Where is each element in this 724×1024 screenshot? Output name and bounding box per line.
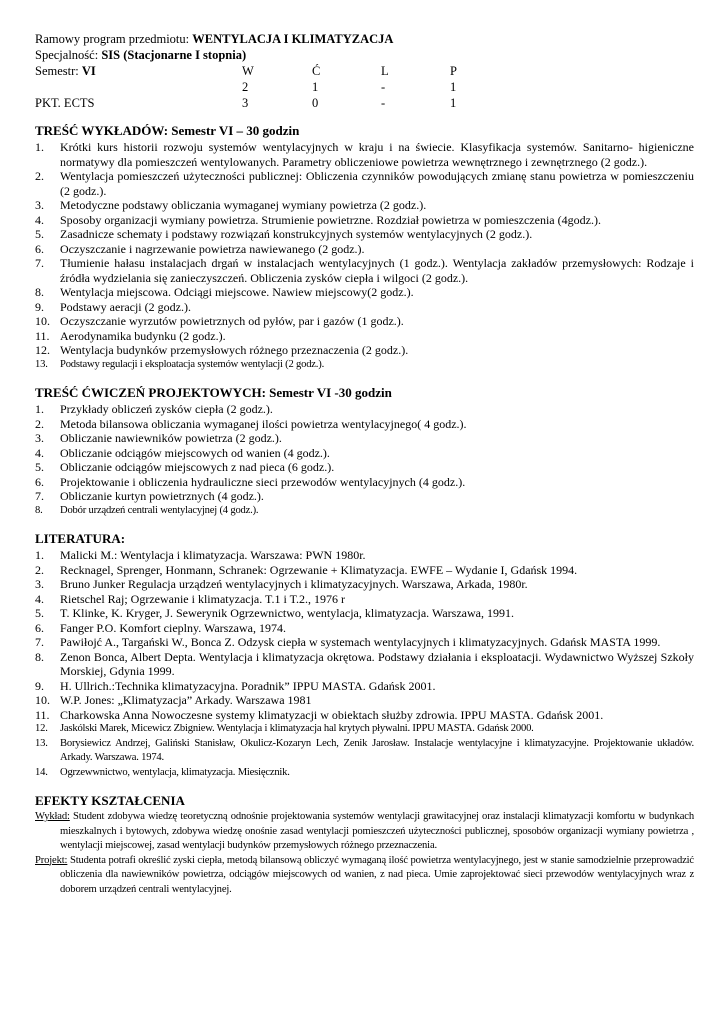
list-item: [35, 504, 694, 519]
item-number: 4.: [35, 591, 44, 606]
hours-l: -: [381, 80, 386, 94]
exercises-title: TREŚĆ ĆWICZEŃ PROJEKTOWYCH: Semestr VI -30 godzin: [35, 385, 392, 400]
list-item: [35, 679, 694, 694]
item-text: Tłumienie hałasu instalacjach drgań w instalacjach wentylacyjnych (1 godz.). Wentylacja zakładów przemysłowych: Rodzaje i źródła wydzielania się zanieczyszczeń. Obliczenia zysków ciepła i wilgoci (2 godz.).: [60, 256, 694, 285]
item-text: Podstawy aeracji (2 godz.).: [60, 299, 191, 314]
list-item: [35, 242, 694, 257]
item-text: Rietschel Raj; Ogrzewanie i klimatyzacja. T.1 i T.2., 1976 r: [60, 591, 346, 606]
item-text: Aerodynamika budynku (2 godz.).: [60, 328, 226, 343]
lectures-list: [35, 140, 694, 372]
col-header-w: W: [242, 64, 254, 78]
exercises-list: [35, 402, 694, 518]
ects-c: 0: [312, 96, 319, 110]
item-text: Obliczanie odciągów miejscowych z nad pieca (6 godz.).: [60, 460, 335, 474]
hours-p: 1: [450, 80, 457, 94]
col-header-c: Ć: [312, 64, 321, 78]
list-item: [35, 343, 694, 358]
item-number: 9.: [35, 299, 44, 314]
item-number: 1.: [35, 402, 44, 416]
list-item: [35, 213, 694, 228]
list-item: [35, 198, 694, 213]
list-item: [35, 563, 694, 578]
program-name: WENTYLACJA I KLIMATYZACJA: [192, 32, 394, 46]
item-number: 5.: [35, 606, 44, 620]
list-item: [35, 722, 694, 737]
item-number: 13.: [35, 737, 48, 749]
col-header-p: P: [450, 64, 457, 78]
item-number: 3.: [35, 431, 44, 445]
list-item: [35, 446, 694, 461]
item-text: Bruno Junker Regulacja urządzeń wentylacyjnych i klimatyzacyjnych. Warszawa, Arkada, 1980r.: [60, 577, 528, 591]
item-number: 8.: [35, 649, 44, 664]
list-item: [35, 460, 694, 475]
lectures-title: TREŚĆ WYKŁADÓW: Semestr VI – 30 godzin: [35, 123, 300, 138]
list-item: [35, 693, 694, 708]
item-number: 5.: [35, 227, 44, 241]
program-line: [35, 31, 694, 47]
outcome-lecture: [35, 810, 694, 854]
outcome-lecture-text: Student zdobywa wiedzę teoretyczną odnośnie projektowania systemów wentylacji grawitacyjnej oraz instalacji klimatyzacji komfortu w budynkach mieszkalnych i bytowych, zdobywa wiedzę onośnie zasad wentylacji pomieszczeń użyteczności publicznej, sposobów organizacji wymiany powietrza , wentylacji miejscowej, zasad wentylacji budynków przemysłowych różnego przeznaczenia.: [60, 811, 694, 851]
program-label: Ramowy program przedmiotu:: [35, 32, 193, 46]
specialty-line: [35, 47, 694, 63]
semester-label: Semestr:: [35, 64, 82, 78]
list-item: [35, 592, 694, 607]
item-text: Obliczanie nawiewników powietrza (2 godz.).: [60, 431, 282, 445]
list-item: [35, 621, 694, 636]
item-text: Projektowanie i obliczenia hydrauliczne sieci przewodów wentylacyjnych (4 godz.).: [60, 474, 466, 489]
item-number: 6.: [35, 620, 44, 635]
outcome-project-text: Studenta potrafi określić zyski ciepła, metodą bilansową obliczyć wymaganą ilość powietrza wentylacyjnego, jest w stanie samodzielnie przeprowadzić obliczenia dla nawiewników powietrza, odciągów miejscowych od wanien, z nad pieca. Umie zaprojektować sieci przewodów wentylacyjnych wraz z doborem urządzeń centrali wentylacyjnej.: [60, 854, 694, 895]
list-item: [35, 314, 694, 329]
item-text: Zasadnicze schematy i podstawy rozwiązań konstrukcyjnych systemów wentylacyjnych (2 godz.).: [60, 227, 533, 241]
item-number: 1.: [35, 140, 44, 154]
list-item: [35, 300, 694, 315]
item-number: 3.: [35, 577, 44, 591]
item-text: Dobór urządzeń centrali wentylacyjnej (4 godz.).: [60, 504, 259, 516]
hours-w: 2: [242, 80, 249, 94]
item-text: Fanger P.O. Komfort cieplny. Warszawa, 1974.: [60, 620, 286, 635]
list-item: [35, 227, 694, 242]
item-text: Metoda bilansowa obliczania wymaganej ilości powietrza wentylacyjnego( 4 godz.).: [60, 416, 467, 431]
list-item: [35, 577, 694, 592]
item-number: 7.: [35, 635, 44, 649]
item-text: T. Klinke, K. Kryger, J. Sewerynik Ogrzewnictwo, wentylacja, klimatyzacja. Warszawa, 1991.: [60, 606, 514, 620]
outcomes-title: EFEKTY KSZTAŁCENIA: [35, 793, 185, 808]
item-number: 5.: [35, 460, 44, 474]
item-text: Obliczanie kurtyn powietrznych (4 godz.).: [60, 489, 264, 503]
item-number: 2.: [35, 416, 44, 431]
item-number: 8.: [35, 504, 43, 516]
list-item: [35, 475, 694, 490]
item-text: Wentylacja miejscowa. Odciągi miejscowe. Nawiew miejscowy(2 godz.).: [60, 285, 414, 299]
item-text: Borysiewicz Andrzej, Galiński Stanisław, Okulicz-Kozaryn Lech, Zenik Jarosław. Instalacje wentylacyjne i klimatyzacyjne. Projektowanie układów. Arkady. Warszawa. 1974.: [60, 737, 694, 763]
ects-row: [35, 95, 694, 111]
item-number: 6.: [35, 241, 44, 256]
semester-row: [35, 63, 694, 79]
item-number: 11.: [35, 707, 50, 722]
hours-c: 1: [312, 80, 319, 94]
item-number: 6.: [35, 474, 44, 489]
item-number: 2.: [35, 169, 44, 183]
list-item: [35, 766, 694, 781]
item-text: Oczyszczanie i nagrzewanie powietrza nawiewanego (2 godz.).: [60, 241, 365, 256]
item-number: 9.: [35, 678, 44, 693]
item-text: Charkowska Anna Nowoczesne systemy klimatyzacji w obiektach służby zdrowia. IPPU MASTA. Gdańsk 2001.: [60, 707, 604, 722]
list-item: [35, 489, 694, 504]
semester-cell: [35, 63, 96, 79]
item-text: Obliczanie odciągów miejscowych od wanien (4 godz.).: [60, 445, 330, 460]
semester-value: VI: [81, 64, 96, 78]
item-number: 14.: [35, 766, 48, 778]
item-number: 10.: [35, 693, 50, 707]
specialty-label: Specjalność:: [35, 48, 102, 62]
list-item: [35, 285, 694, 300]
literature-list: [35, 548, 694, 780]
item-text: Sposoby organizacji wymiany powietrza. Strumienie powietrzne. Rozdział powietrza w pomieszczenia (4godz.).: [60, 212, 601, 227]
item-number: 13.: [35, 358, 48, 370]
list-item: [35, 635, 694, 650]
list-item: [35, 417, 694, 432]
ects-label: PKT. ECTS: [35, 96, 95, 110]
item-number: 12.: [35, 343, 50, 357]
outcome-project-label: Projekt:: [35, 854, 68, 866]
literature-title: LITERATURA:: [35, 531, 126, 546]
item-text: Metodyczne podstawy obliczania wymaganej wymiany powietrza (2 godz.).: [60, 198, 427, 212]
list-item: [35, 548, 694, 563]
list-item: [35, 606, 694, 621]
item-number: 7.: [35, 489, 44, 503]
ects-w: 3: [242, 96, 249, 110]
item-text: Ogrzewwnictwo, wentylacja, klimatyzacja. Miesięcznik.: [60, 766, 290, 778]
item-text: Jaskólski Marek, Micewicz Zbigniew. Wentylacja i klimatyzacja hal krytych pływalni. IPPU MASTA. Gdańsk 2000.: [60, 723, 534, 734]
item-text: Wentylacja pomieszczeń użyteczności publicznej: Obliczenia czynników powodujących zmianę stanu powietrza w pomieszczeniu (2 godz.).: [60, 169, 694, 198]
outcome-lecture-label: Wykład:: [35, 811, 70, 822]
outcome-project: [35, 854, 694, 898]
item-number: 11.: [35, 328, 50, 343]
item-number: 4.: [35, 445, 44, 460]
list-item: [35, 329, 694, 344]
item-text: Wentylacja budynków przemysłowych różnego przeznaczenia (2 godz.).: [60, 343, 409, 357]
item-number: 7.: [35, 256, 44, 270]
specialty-value: SIS (Stacjonarne I stopnia): [101, 48, 247, 62]
ects-l: -: [381, 96, 386, 110]
item-number: 12.: [35, 723, 48, 734]
list-item: [35, 140, 694, 169]
item-number: 8.: [35, 285, 44, 299]
hours-row: [35, 79, 694, 95]
list-item: [35, 358, 694, 373]
list-item: [35, 256, 694, 285]
list-item: [35, 650, 694, 679]
item-text: Recknagel, Sprenger, Honmann, Schranek: Ogrzewanie + Klimatyzacja. EWFE – Wydanie I, Gdańsk 1994.: [60, 562, 578, 577]
list-item: [35, 169, 694, 198]
item-text: H. Ullrich.:Technika klimatyzacyjna. Poradnik” IPPU MASTA. Gdańsk 2001.: [60, 678, 436, 693]
item-number: 3.: [35, 198, 44, 212]
list-item: [35, 402, 694, 417]
ects-p: 1: [450, 96, 457, 110]
item-number: 10.: [35, 314, 50, 328]
item-text: Przykłady obliczeń zysków ciepła (2 godz.).: [60, 402, 273, 416]
list-item: [35, 737, 694, 766]
item-number: 4.: [35, 212, 44, 227]
item-number: 1.: [35, 548, 44, 562]
item-text: Podstawy regulacji i eksploatacja systemów wentylacji (2 godz.).: [60, 358, 325, 370]
item-text: Krótki kurs historii rozwoju systemów wentylacyjnych w kraju i na świecie. Klasyfikacja systemów. Sanitarno- higieniczne normatywy dla pomieszczeń wentylowanych. Parametry obliczeniowe powietrza wewnętrznego i zewnętrznego (2 godz.).: [60, 140, 694, 169]
item-text: Malicki M.: Wentylacja i klimatyzacja. Warszawa: PWN 1980r.: [60, 548, 366, 562]
list-item: [35, 708, 694, 723]
col-header-l: L: [381, 64, 389, 78]
item-number: 2.: [35, 562, 44, 577]
item-text: Zenon Bonca, Albert Depta. Wentylacja i klimatyzacja okrętowa. Podstawy działania i eksploatacji. Wydawnictwo Wyższej Szkoły Morskiej, Gdynia 1999.: [60, 649, 694, 678]
list-item: [35, 431, 694, 446]
item-text: Oczyszczanie wyrzutów powietrznych od pyłów, par i gazów (1 godz.).: [60, 314, 404, 328]
item-text: Pawiłojć A., Targański W., Bonca Z. Odzysk ciepła w systemach wentylacyjnych i klimatyzacyjnych. Gdańsk MASTA 1999.: [60, 635, 661, 649]
item-text: W.P. Jones: „Klimatyzacja” Arkady. Warszawa 1981: [60, 693, 312, 707]
